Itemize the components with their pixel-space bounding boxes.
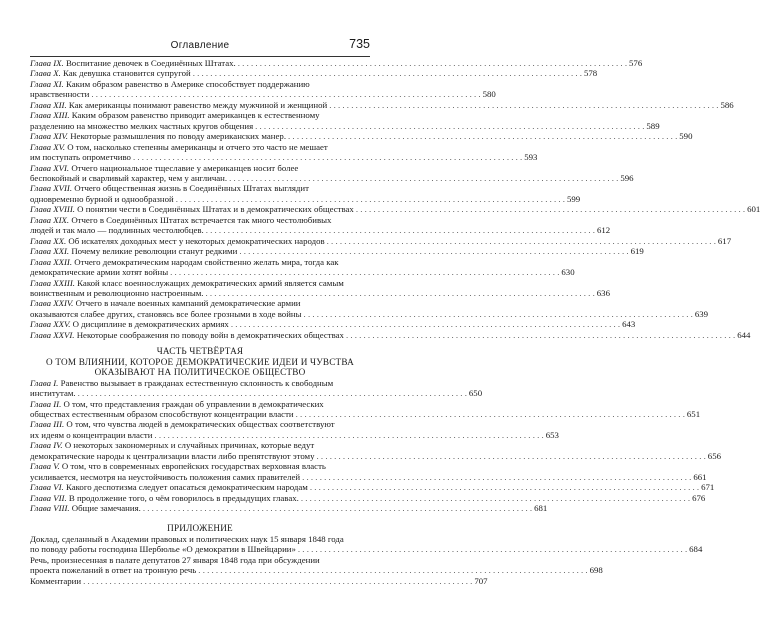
toc-section-part4	[30, 377, 721, 514]
leader-dots	[83, 576, 472, 586]
chapter-title-text: людей и так мало — подлинных честолюбцев.	[30, 225, 204, 236]
leader-dots	[78, 388, 467, 398]
chapter-label: Глава XXVI.	[30, 329, 77, 340]
chapter-title-text: Отчего в Соединённых Штатах встречается так много честолюбивых	[71, 214, 332, 225]
chapter-label: Глава XXII.	[30, 256, 75, 267]
toc-entry-line	[30, 235, 732, 246]
entry-page-number: 644	[737, 329, 751, 340]
toc-entry[interactable]	[30, 99, 734, 110]
entry-page-number: 651	[686, 408, 701, 419]
toc-entry[interactable]	[30, 461, 707, 482]
entry-page-number: 707	[474, 575, 488, 586]
entry-page-number: 601	[747, 204, 760, 215]
leader-dots	[229, 173, 618, 183]
toc-entry-line	[30, 204, 760, 215]
appendix-title: ПРИЛОЖЕНИЕ	[167, 523, 233, 534]
entry-page-number: 580	[482, 89, 496, 100]
entry-page-number: 586	[720, 99, 734, 110]
leader-dots	[346, 330, 735, 340]
entry-page-number: 589	[646, 120, 660, 131]
chapter-title-text: проекта пожеланий в ответ на тронную речь	[30, 565, 197, 576]
leader-dots	[206, 288, 595, 298]
toc-entry-line	[30, 246, 644, 257]
page-number: 735	[349, 37, 370, 51]
chapter-title-text: усиливается, несмотря на неустойчивость положения самих правителей	[30, 471, 301, 482]
toc-entry[interactable]	[30, 58, 643, 68]
leader-dots	[170, 267, 559, 277]
toc-entry-line	[30, 399, 370, 409]
toc-entry-line	[30, 287, 610, 298]
chapter-title-text: демократические народы к централизации власти либо препятствуют этому	[30, 450, 315, 461]
toc-entry-line	[30, 503, 548, 514]
chapter-label: Глава XVI.	[30, 162, 72, 173]
chapter-title-text: оказываются слабее других, становясь все более грозными в ходе войны	[30, 308, 302, 319]
toc-entry-line	[30, 215, 370, 225]
chapter-label: Глава IX.	[30, 58, 66, 68]
chapter-title-text: О некоторых закономерных и случайных причинах, которые ведут	[64, 440, 315, 451]
chapter-title-text: Некоторые размышления по поводу американских манер.	[70, 131, 287, 142]
chapter-label: Глава IV.	[30, 440, 65, 451]
leader-dots	[198, 565, 587, 575]
chapter-title-text: беспокойный и сварливый характер, чем у англичан.	[30, 172, 228, 183]
leader-dots	[133, 152, 522, 162]
toc-entry[interactable]	[30, 78, 496, 100]
part-subtitle: ОКАЗЫВАЮТ НА ПОЛИТИЧЕСКОЕ ОБЩЕСТВО	[94, 367, 306, 378]
chapter-title-text: нравственности	[30, 89, 90, 100]
toc-entry-line	[30, 99, 734, 110]
leader-dots	[310, 482, 699, 492]
chapter-label: Глава III.	[30, 419, 67, 430]
toc-entry-line	[30, 58, 643, 68]
toc-entry-line	[30, 440, 370, 450]
chapter-title-text: обществах естественным образом способствуют концентрации власти	[30, 408, 294, 419]
toc-entry[interactable]	[30, 256, 575, 278]
entry-page-number: 681	[534, 503, 548, 514]
chapter-title-text: их идеям о концентрации власти	[30, 429, 153, 440]
leader-dots	[143, 503, 532, 513]
entry-page-number: 617	[717, 235, 732, 246]
chapter-label: Глава X.	[30, 68, 64, 79]
toc-entry[interactable]	[30, 575, 488, 586]
leader-dots	[301, 493, 690, 503]
toc-entry[interactable]	[30, 419, 559, 440]
chapter-title-text: институтам.	[30, 388, 76, 399]
entry-page-number: 698	[589, 565, 603, 576]
toc-entry-line	[30, 408, 701, 419]
chapter-title-text: О том, насколько степенны американцы и отчего это часто не мешает	[67, 141, 328, 152]
toc-entry[interactable]	[30, 183, 581, 204]
chapter-title-text: Какого деспотизма следует опасаться демократическим народам	[65, 482, 308, 493]
chapter-label: Глава XXIV.	[30, 298, 76, 309]
chapter-title-text: Почему великие революции станут редкими	[71, 246, 238, 257]
entry-page-number: 684	[689, 544, 703, 555]
chapter-title-text: Об искателях доходных мест у некоторых демократических народов	[68, 235, 325, 246]
entry-page-number: 671	[701, 482, 715, 493]
chapter-title-text: О понятии чести в Соединённых Штатах и в демократических обществах	[77, 204, 354, 215]
chapter-label: Глава XVII.	[30, 183, 75, 194]
leader-dots	[154, 430, 543, 440]
leader-dots	[231, 319, 620, 329]
chapter-label: Глава I.	[30, 377, 61, 388]
toc-entry-line	[30, 298, 370, 308]
chapter-title-text: Как американцы понимают равенство между мужчиной и женщиной	[68, 99, 328, 110]
leader-dots	[91, 89, 480, 99]
toc-entry-line	[30, 120, 660, 131]
leader-dots	[327, 236, 716, 246]
chapter-title-text: одновременно бурной и однообразной	[30, 193, 174, 204]
chapter-title-text: О том, что чувства людей в демократических обществах соответствуют	[66, 419, 335, 430]
toc-entry-line	[30, 172, 634, 183]
toc-entry-line	[30, 319, 636, 330]
toc-entry-line	[30, 450, 721, 461]
part-title: ЧАСТЬ ЧЕТВЁРТАЯ	[156, 346, 244, 357]
toc-entry-line	[30, 534, 370, 544]
toc-entry-line	[30, 329, 751, 340]
toc-entry-line	[30, 429, 559, 440]
chapter-label: Глава XI.	[30, 78, 66, 89]
leader-dots	[304, 309, 693, 319]
entry-page-number: 676	[692, 492, 706, 503]
toc-entry[interactable]	[30, 329, 751, 340]
toc-entry-line	[30, 308, 709, 319]
chapter-label: Глава VI.	[30, 482, 66, 493]
toc-entry-line	[30, 183, 370, 193]
toc-entry[interactable]	[30, 162, 634, 184]
toc-entry-line	[30, 388, 483, 399]
leader-dots	[298, 544, 687, 554]
chapter-label: Глава XIV.	[30, 131, 71, 142]
toc-entry[interactable]	[30, 298, 709, 319]
leader-dots	[288, 131, 677, 141]
toc-entry-line	[30, 152, 538, 163]
toc-entry-line	[30, 163, 370, 173]
toc-entry[interactable]	[30, 110, 660, 131]
entry-page-number: 643	[622, 319, 636, 330]
toc-entry[interactable]	[30, 533, 703, 555]
chapter-label: Глава XIII.	[30, 110, 72, 121]
entry-page-number: 619	[630, 246, 644, 257]
chapter-title-text: Комментарии	[30, 575, 82, 586]
toc-entry[interactable]	[30, 204, 760, 215]
leader-dots	[296, 409, 685, 419]
toc-entry[interactable]	[30, 68, 598, 79]
entry-page-number: 593	[524, 152, 538, 163]
entry-page-number: 578	[583, 68, 598, 79]
toc-entry[interactable]	[30, 214, 611, 236]
toc-section-part3	[30, 58, 760, 340]
chapter-title-text: разделению на множество мелких частных кругов общения	[30, 120, 254, 131]
entry-page-number: 599	[566, 193, 581, 204]
toc-entry[interactable]	[30, 377, 483, 399]
toc-entry[interactable]	[30, 131, 693, 142]
chapter-title-text: О дисциплине в демократических армиях	[72, 319, 229, 330]
entry-page-number: 653	[545, 429, 559, 440]
leader-dots	[193, 68, 582, 78]
chapter-title-text: Некоторые соображения по поводу войн в демократических обществах	[76, 329, 344, 340]
toc-entry-line	[30, 225, 611, 236]
chapter-label: Глава XXV.	[30, 319, 73, 330]
toc-section-appendix	[30, 533, 703, 586]
chapter-label: Глава V.	[30, 461, 62, 472]
chapter-title-text: Доклад, сделанный в Академии правовых и политических наук 15 января 1848 года	[30, 533, 344, 544]
chapter-title-text: Воспитание девочек в Соединённых Штатах.	[65, 58, 236, 68]
entry-page-number: 636	[596, 287, 610, 298]
entry-page-number: 650	[468, 388, 483, 399]
toc-entry-line	[30, 89, 496, 100]
entry-page-number: 596	[620, 172, 634, 183]
leader-dots	[302, 472, 691, 482]
toc-entry-line	[30, 142, 370, 152]
part-subtitle: О ТОМ ВЛИЯНИИ, КОТОРОЕ ДЕМОКРАТИЧЕСКИЕ ИДЕИ И ЧУВСТВА	[46, 356, 354, 367]
chapter-title-text: Какой класс военнослужащих демократических армий является самым	[77, 277, 344, 288]
entry-page-number: 661	[693, 471, 707, 482]
toc-entry[interactable]	[30, 141, 538, 163]
toc-entry-line	[30, 575, 488, 586]
chapter-title-text: Отчего национальное тщеславие у американцев носит более	[71, 162, 299, 173]
page-header	[30, 37, 370, 57]
chapter-label: Глава VIII.	[30, 503, 72, 514]
chapter-label: Глава XXIII.	[30, 277, 78, 288]
chapter-label: Глава II.	[30, 398, 64, 409]
leader-dots	[238, 58, 627, 68]
toc-entry-line	[30, 267, 575, 278]
toc-entry-line	[30, 482, 715, 493]
toc-entry-line	[30, 79, 370, 89]
entry-page-number: 630	[561, 267, 575, 278]
toc-entry[interactable]	[30, 235, 732, 246]
toc-entry-line	[30, 471, 707, 482]
chapter-title-text: Равенство вызывает в гражданах естественную склонность к свободным	[60, 377, 334, 388]
chapter-title-text: воинственным и революционно настроенным.	[30, 287, 204, 298]
chapter-title-text: Общие замечания.	[71, 503, 141, 514]
chapter-label: Глава XX.	[30, 235, 69, 246]
chapter-title-text: Отчего в начале военных кампаний демократические армии	[75, 298, 301, 309]
toc-entry-line	[30, 193, 581, 204]
toc-entry-line	[30, 565, 603, 576]
toc-entry-line	[30, 461, 370, 471]
entry-page-number: 656	[707, 450, 721, 461]
chapter-title-text: Речь, произнесенная в палате депутатов 27 января 1848 года при обсуждении	[30, 554, 320, 565]
toc-entry[interactable]	[30, 554, 603, 576]
toc-entry-line	[30, 544, 703, 555]
toc-entry-line	[30, 419, 370, 429]
toc-entry-line	[30, 378, 370, 388]
leader-dots	[206, 225, 595, 235]
chapter-label: Глава XXI.	[30, 246, 72, 257]
leader-dots	[176, 194, 565, 204]
chapter-label: Глава VII.	[30, 492, 69, 503]
leader-dots	[356, 204, 745, 214]
chapter-title-text: им поступать опрометчиво	[30, 152, 131, 163]
toc-entry[interactable]	[30, 277, 610, 299]
chapter-title-text: Каким образом равенство в Америке способствует поддержанию	[65, 78, 310, 89]
chapter-title-text: демократические армии хотят войны	[30, 267, 169, 278]
toc-entry-line	[30, 257, 370, 267]
entry-page-number: 639	[694, 308, 709, 319]
toc-entry-line	[30, 131, 693, 142]
chapter-title-text: Как девушка становится супругой	[63, 68, 191, 79]
chapter-title-text: Каким образом равенство приводит американцев к естественному	[71, 110, 320, 121]
toc-body	[30, 58, 760, 586]
leader-dots	[329, 100, 718, 110]
chapter-title-text: по поводу работы господина Шербюлье «О демократии в Швейцарии»	[30, 544, 296, 555]
chapter-label: Глава XIX.	[30, 214, 72, 225]
entry-page-number: 590	[679, 131, 693, 142]
leader-dots	[239, 246, 628, 256]
toc-entry[interactable]	[30, 398, 701, 420]
toc-entry[interactable]	[30, 492, 706, 503]
toc-entry-line	[30, 278, 370, 288]
toc-entry-line	[30, 68, 598, 79]
chapter-title-text: Отчего общественная жизнь в Соединённых Штатах выглядит	[74, 183, 309, 194]
toc-entry[interactable]	[30, 482, 715, 493]
toc-entry[interactable]	[30, 503, 548, 514]
chapter-label: Глава XV.	[30, 141, 68, 152]
chapter-title-text: В продолжение того, о чём говорилось в предыдущих главах.	[68, 492, 299, 503]
chapter-label: Глава XVIII.	[30, 204, 78, 215]
toc-entry-line	[30, 110, 370, 120]
chapter-label: Глава XII.	[30, 99, 69, 110]
chapter-title-text: О том, что в современных европейских государствах верховная власть	[61, 461, 326, 472]
toc-entry[interactable]	[30, 319, 636, 330]
toc-entry-line	[30, 492, 706, 503]
running-title: Оглавление	[170, 40, 230, 51]
toc-entry[interactable]	[30, 246, 644, 257]
chapter-title-text: Отчего демократическим народам свойственно желать мира, тогда как	[74, 256, 339, 267]
toc-entry[interactable]	[30, 440, 721, 461]
entry-page-number: 612	[597, 225, 611, 236]
leader-dots	[317, 451, 706, 461]
toc-entry-line	[30, 555, 370, 565]
chapter-title-text: О том, что представления граждан об управлении в демократических	[63, 398, 324, 409]
entry-page-number: 576	[629, 58, 643, 68]
leader-dots	[255, 121, 644, 131]
